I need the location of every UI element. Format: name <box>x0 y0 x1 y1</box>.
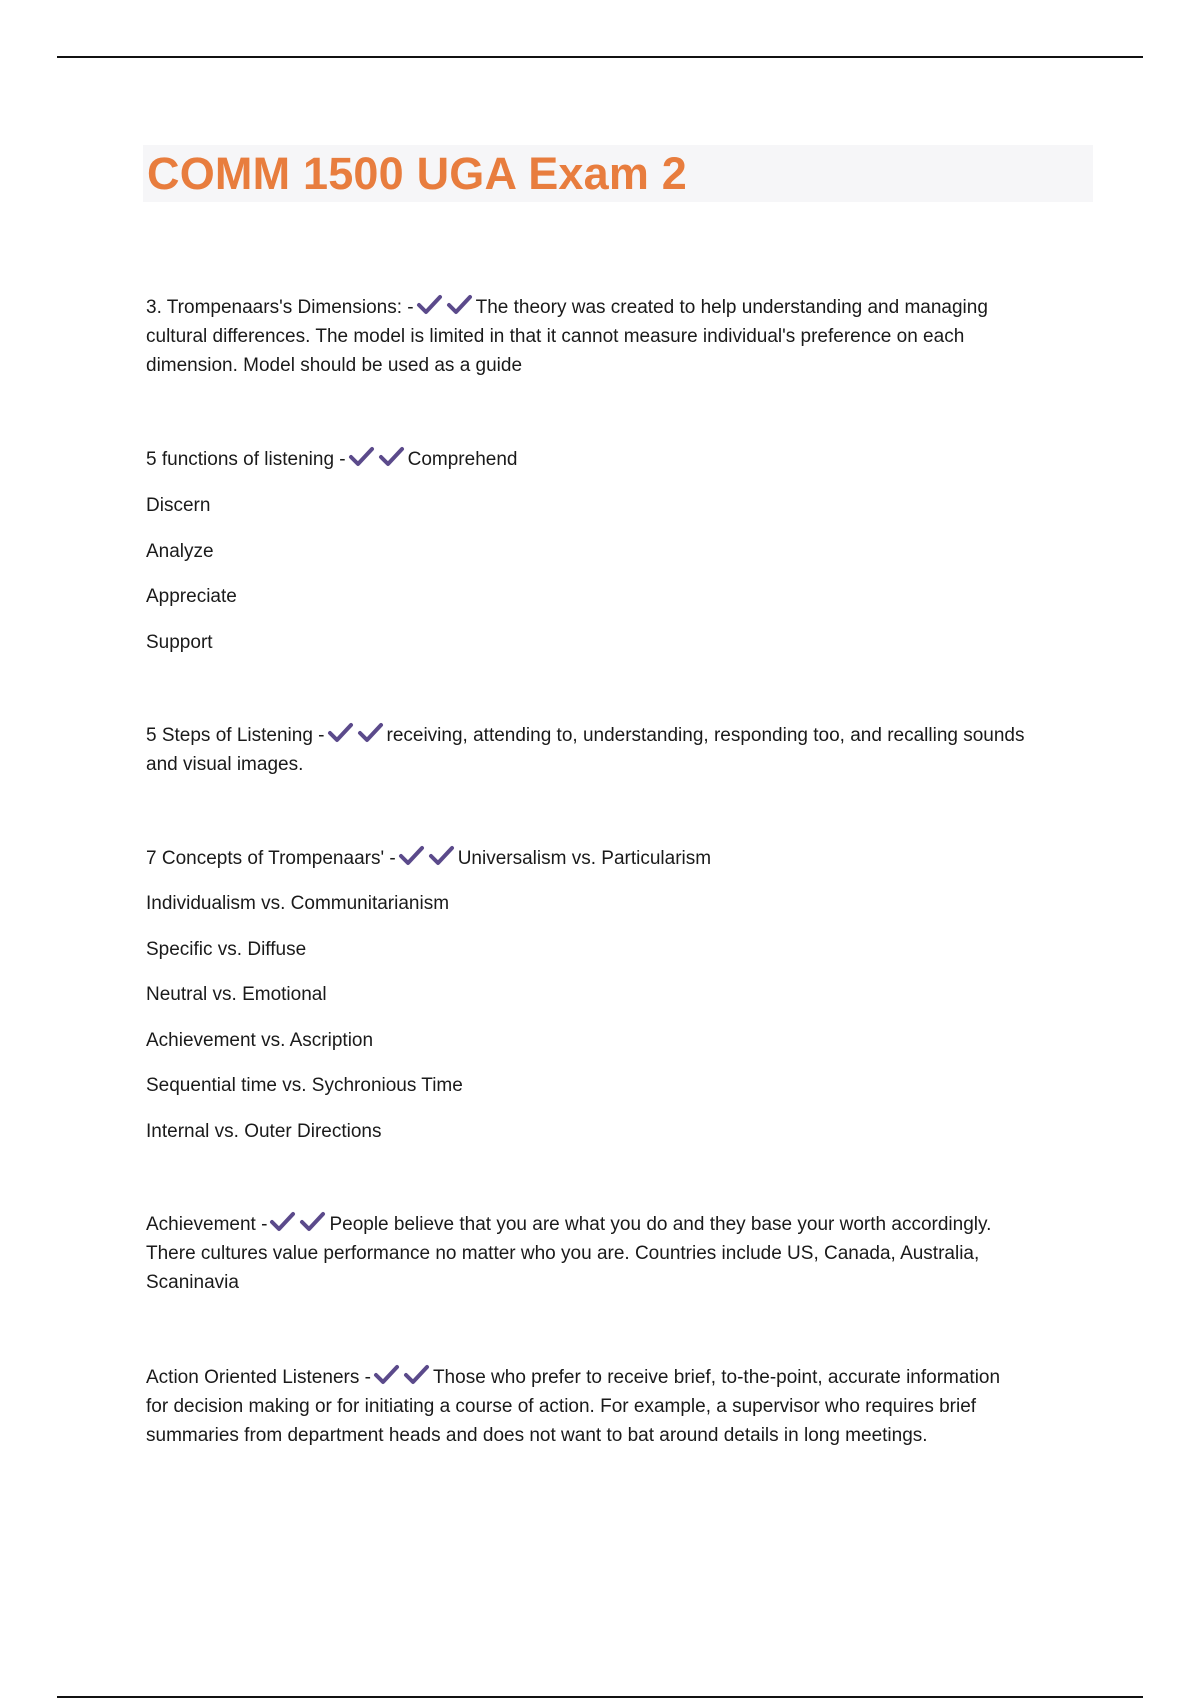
entry-term: 5 functions of listening - <box>146 449 346 470</box>
entry-first-line <box>146 1210 1086 1239</box>
entry-term: 5 Steps of Listening - <box>146 725 325 746</box>
double-check-icon <box>398 845 456 867</box>
bottom-rule <box>57 1696 1143 1698</box>
flashcard-entry <box>146 1210 1086 1297</box>
entry-definition-start: People believe that you are what you do and they base your worth accordingly. <box>329 1214 992 1235</box>
list-item: Individualism vs. Communitarianism <box>146 893 450 914</box>
list-item: Sequential time vs. Sychronious Time <box>146 1075 463 1096</box>
list-item: Neutral vs. Emotional <box>146 984 327 1005</box>
flashcard-entry <box>146 445 1086 653</box>
list-item: Appreciate <box>146 586 237 607</box>
flashcard-entry <box>146 293 1086 380</box>
double-check-icon <box>416 294 474 316</box>
entry-definition-line: dimension. Model should be used as a guide <box>146 355 523 376</box>
entry-term: 7 Concepts of Trompenaars' - <box>146 848 396 869</box>
entry-definition-line: There cultures value performance no matter who you are. Countries include US, Canada, Australia, <box>146 1243 980 1264</box>
entry-definition-start: receiving, attending to, understanding, responding too, and recalling sounds <box>386 725 1025 746</box>
entry-first-line <box>146 721 1086 750</box>
entry-first-line <box>146 844 1086 873</box>
list-item: Achievement vs. Ascription <box>146 1030 374 1051</box>
entry-definition-line: Scaninavia <box>146 1272 239 1293</box>
entry-first-line <box>146 1363 1086 1392</box>
entry-term: Achievement - <box>146 1214 268 1235</box>
entry-definition-line: summaries from department heads and does not want to bat around details in long meetings. <box>146 1425 928 1446</box>
entry-definition-start: Those who prefer to receive brief, to-the-point, accurate information <box>432 1367 1001 1388</box>
flashcard-entry <box>146 844 1086 1142</box>
entry-definition-start: Comprehend <box>407 449 518 470</box>
double-check-icon <box>348 446 406 468</box>
list-item: Internal vs. Outer Directions <box>146 1121 382 1142</box>
entry-definition-start: Universalism vs. Particularism <box>457 848 712 869</box>
top-rule <box>57 56 1143 58</box>
list-item: Analyze <box>146 541 214 562</box>
double-check-icon <box>269 1211 327 1233</box>
title-band <box>143 145 1093 202</box>
flashcard-entry <box>146 721 1086 779</box>
list-item: Discern <box>146 495 211 516</box>
entry-definition-start: The theory was created to help understanding and managing <box>475 297 988 318</box>
entry-term: 3. Trompenaars's Dimensions: - <box>146 297 414 318</box>
list-item: Specific vs. Diffuse <box>146 939 307 960</box>
list-item: Support <box>146 632 213 653</box>
flashcard-entry <box>146 1363 1086 1450</box>
entry-definition-line: for decision making or for initiating a course of action. For example, a supervisor who requires brief <box>146 1396 977 1417</box>
double-check-icon <box>327 722 385 744</box>
entry-term: Action Oriented Listeners - <box>146 1367 371 1388</box>
double-check-icon <box>373 1364 431 1386</box>
entry-first-line <box>146 293 1086 322</box>
entry-definition-line: and visual images. <box>146 754 304 775</box>
document-title: COMM 1500 UGA Exam 2 <box>147 148 688 199</box>
entry-definition-line: cultural differences. The model is limited in that it cannot measure individual's preference on each <box>146 326 965 347</box>
entry-first-line <box>146 445 1086 474</box>
